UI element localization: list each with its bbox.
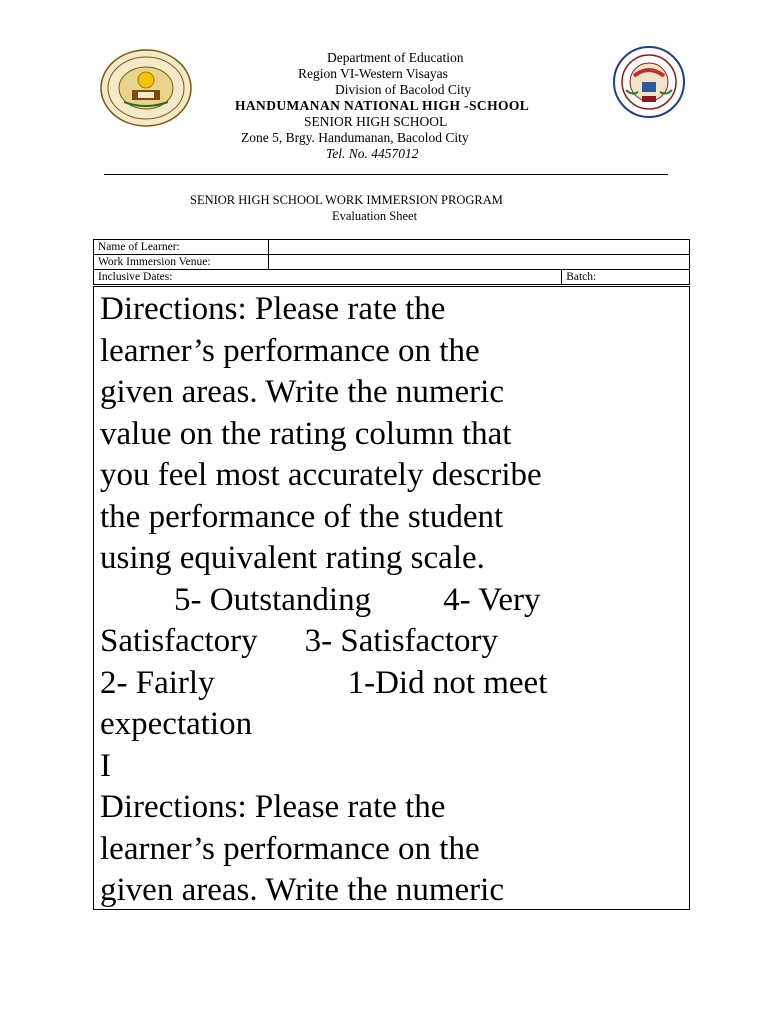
scale-1-cont: expectation (100, 706, 253, 742)
batch-label: Batch: (562, 270, 690, 285)
document-subtitle: Evaluation Sheet (332, 209, 418, 223)
region-name: Region VI-Western Visayas (298, 66, 448, 81)
division-name: Division of Bacolod City (335, 82, 472, 97)
rating-scale-line (100, 621, 684, 663)
scale-4: 4- Very (443, 581, 541, 618)
name-field[interactable] (268, 240, 689, 255)
scale-2: 2- Fairly (100, 664, 215, 701)
table-row (94, 240, 690, 255)
learner-info-table (93, 239, 690, 285)
rating-scale-line (100, 663, 684, 705)
directions-line: learner’s performance on the (100, 332, 480, 369)
venue-field[interactable] (268, 255, 689, 270)
dates-label: Inclusive Dates: (94, 270, 562, 285)
school-seal-icon (612, 46, 686, 118)
program-title: SENIOR HIGH SCHOOL WORK IMMERSION PROGRAM (190, 193, 503, 207)
table-row (94, 270, 690, 285)
directions-line: the performance of the student (100, 498, 504, 535)
name-label: Name of Learner: (94, 240, 269, 255)
directions-text (100, 289, 684, 910)
program-level: SENIOR HIGH SCHOOL (304, 114, 448, 129)
scale-3: 3- Satisfactory (304, 623, 498, 659)
scale-5: 5- Outstanding (174, 581, 372, 618)
directions-line: using equivalent rating scale. (100, 540, 485, 576)
venue-label: Work Immersion Venue: (94, 255, 269, 270)
table-row (94, 255, 690, 270)
directions-box (93, 286, 690, 910)
header-divider (104, 174, 668, 175)
school-name: HANDUMANAN NATIONAL HIGH -SCHOOL (235, 98, 530, 113)
department-name: Department of Education (327, 50, 464, 65)
directions-line: value on the rating column that (100, 415, 512, 452)
directions-line: learner’s performance on the (100, 830, 480, 867)
rating-scale-line (100, 580, 684, 622)
scale-1: 1-Did not meet (347, 664, 548, 701)
directions-line: Directions: Please rate the (100, 291, 446, 327)
directions-line: given areas. Write the numeric (100, 872, 504, 908)
school-address: Zone 5, Brgy. Handumanan, Bacolod City (241, 130, 469, 145)
scale-4-cont: Satisfactory (100, 623, 258, 659)
stray-character: I (100, 747, 111, 784)
deped-seal-icon (100, 48, 192, 128)
rating-scale-line (100, 704, 684, 746)
school-telephone: Tel. No. 4457012 (326, 146, 419, 161)
directions-line: you feel most accurately describe (100, 457, 542, 493)
directions-line: Directions: Please rate the (100, 789, 446, 825)
directions-line: given areas. Write the numeric (100, 374, 504, 410)
